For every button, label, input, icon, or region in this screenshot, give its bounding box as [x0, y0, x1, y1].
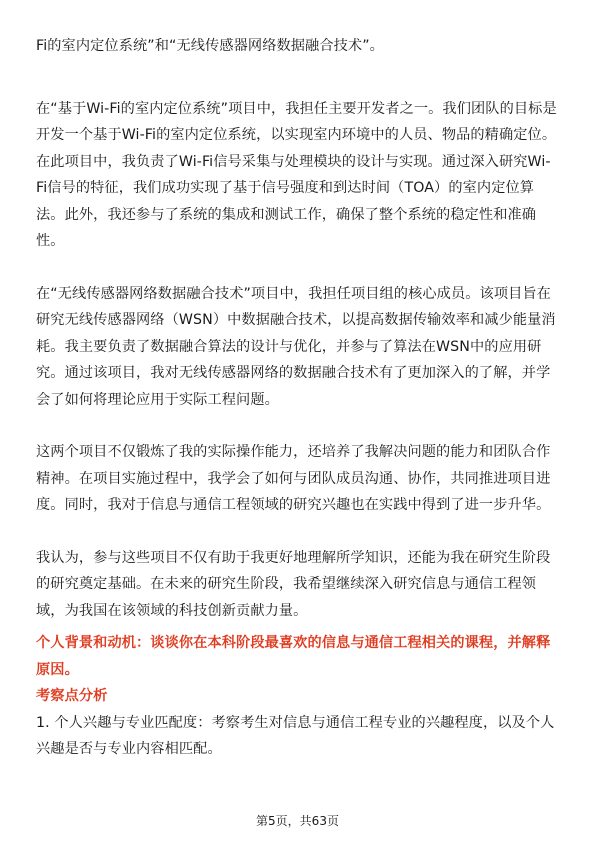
paragraph-projects-summary: 这两个项目不仅锻炼了我的实际操作能力，还培养了我解决问题的能力和团队合作精神。在项目实施过程中，我学会了如何与团队成员沟通、协作，共同推进项目进度。同时，我对于信息与通信工程领域的研究兴趣也在实践中得到了进一步升华。	[36, 444, 551, 513]
paragraph-wsn-project: 在“无线传感器网络数据融合技术”项目中，我担任项目组的核心成员。该项目旨在研究无线传感器网络（WSN）中数据融合技术，以提高数据传输效率和减少能量消耗。我主要负责了数据融合算法的设计与优化，并参与了算法在WSN中的应用研究。通过该项目，我对无线传感器网络的数据融合技术有了更加深入的了解，并学会了如何将理论应用于实际工程问题。	[36, 285, 556, 408]
paragraph-conclusion: 我认为，参与这些项目不仅有助于我更好地理解所学知识，还能为我在研究生阶段的研究奠定基础。在未来的研究生阶段，我希望继续深入研究信息与通信工程领域，为我国在该领域的科技创新贡献力量。	[36, 549, 551, 619]
paragraph-wifi-project: 在“基于Wi-Fi的室内定位系统”项目中，我担任主要开发者之一。我们团队的目标是开发一个基于Wi-Fi的室内定位系统，以实现室内环境中的人员、物品的精确定位。在此项目中，我负责了Wi-Fi信号采集与处理模块的设计与实现。通过深入研究Wi-Fi信号的特征，我们成功实现了基于信号强度和到达时间（TOA）的室内定位算法。此外，我还参与了系统的集成和测试工作，确保了整个系统的稳定性和准确性。	[36, 100, 557, 249]
paragraph-intro-tail: Fi的室内定位系统”和“无线传感器网络数据融合技术”。	[36, 38, 384, 54]
analysis-item-1: 1. 个人兴趣与专业匹配度：考察考生对信息与通信工程专业的兴趣程度，以及个人兴趣是否与专业内容相匹配。	[36, 714, 555, 757]
analysis-heading: 考察点分析	[36, 688, 108, 704]
page-number-footer: 第5页，共63页	[256, 814, 339, 828]
document-page	[36, 22, 559, 763]
interview-question: 个人背景和动机：谈谈你在本科阶段最喜欢的信息与通信工程相关的课程，并解释原因。	[36, 635, 551, 678]
